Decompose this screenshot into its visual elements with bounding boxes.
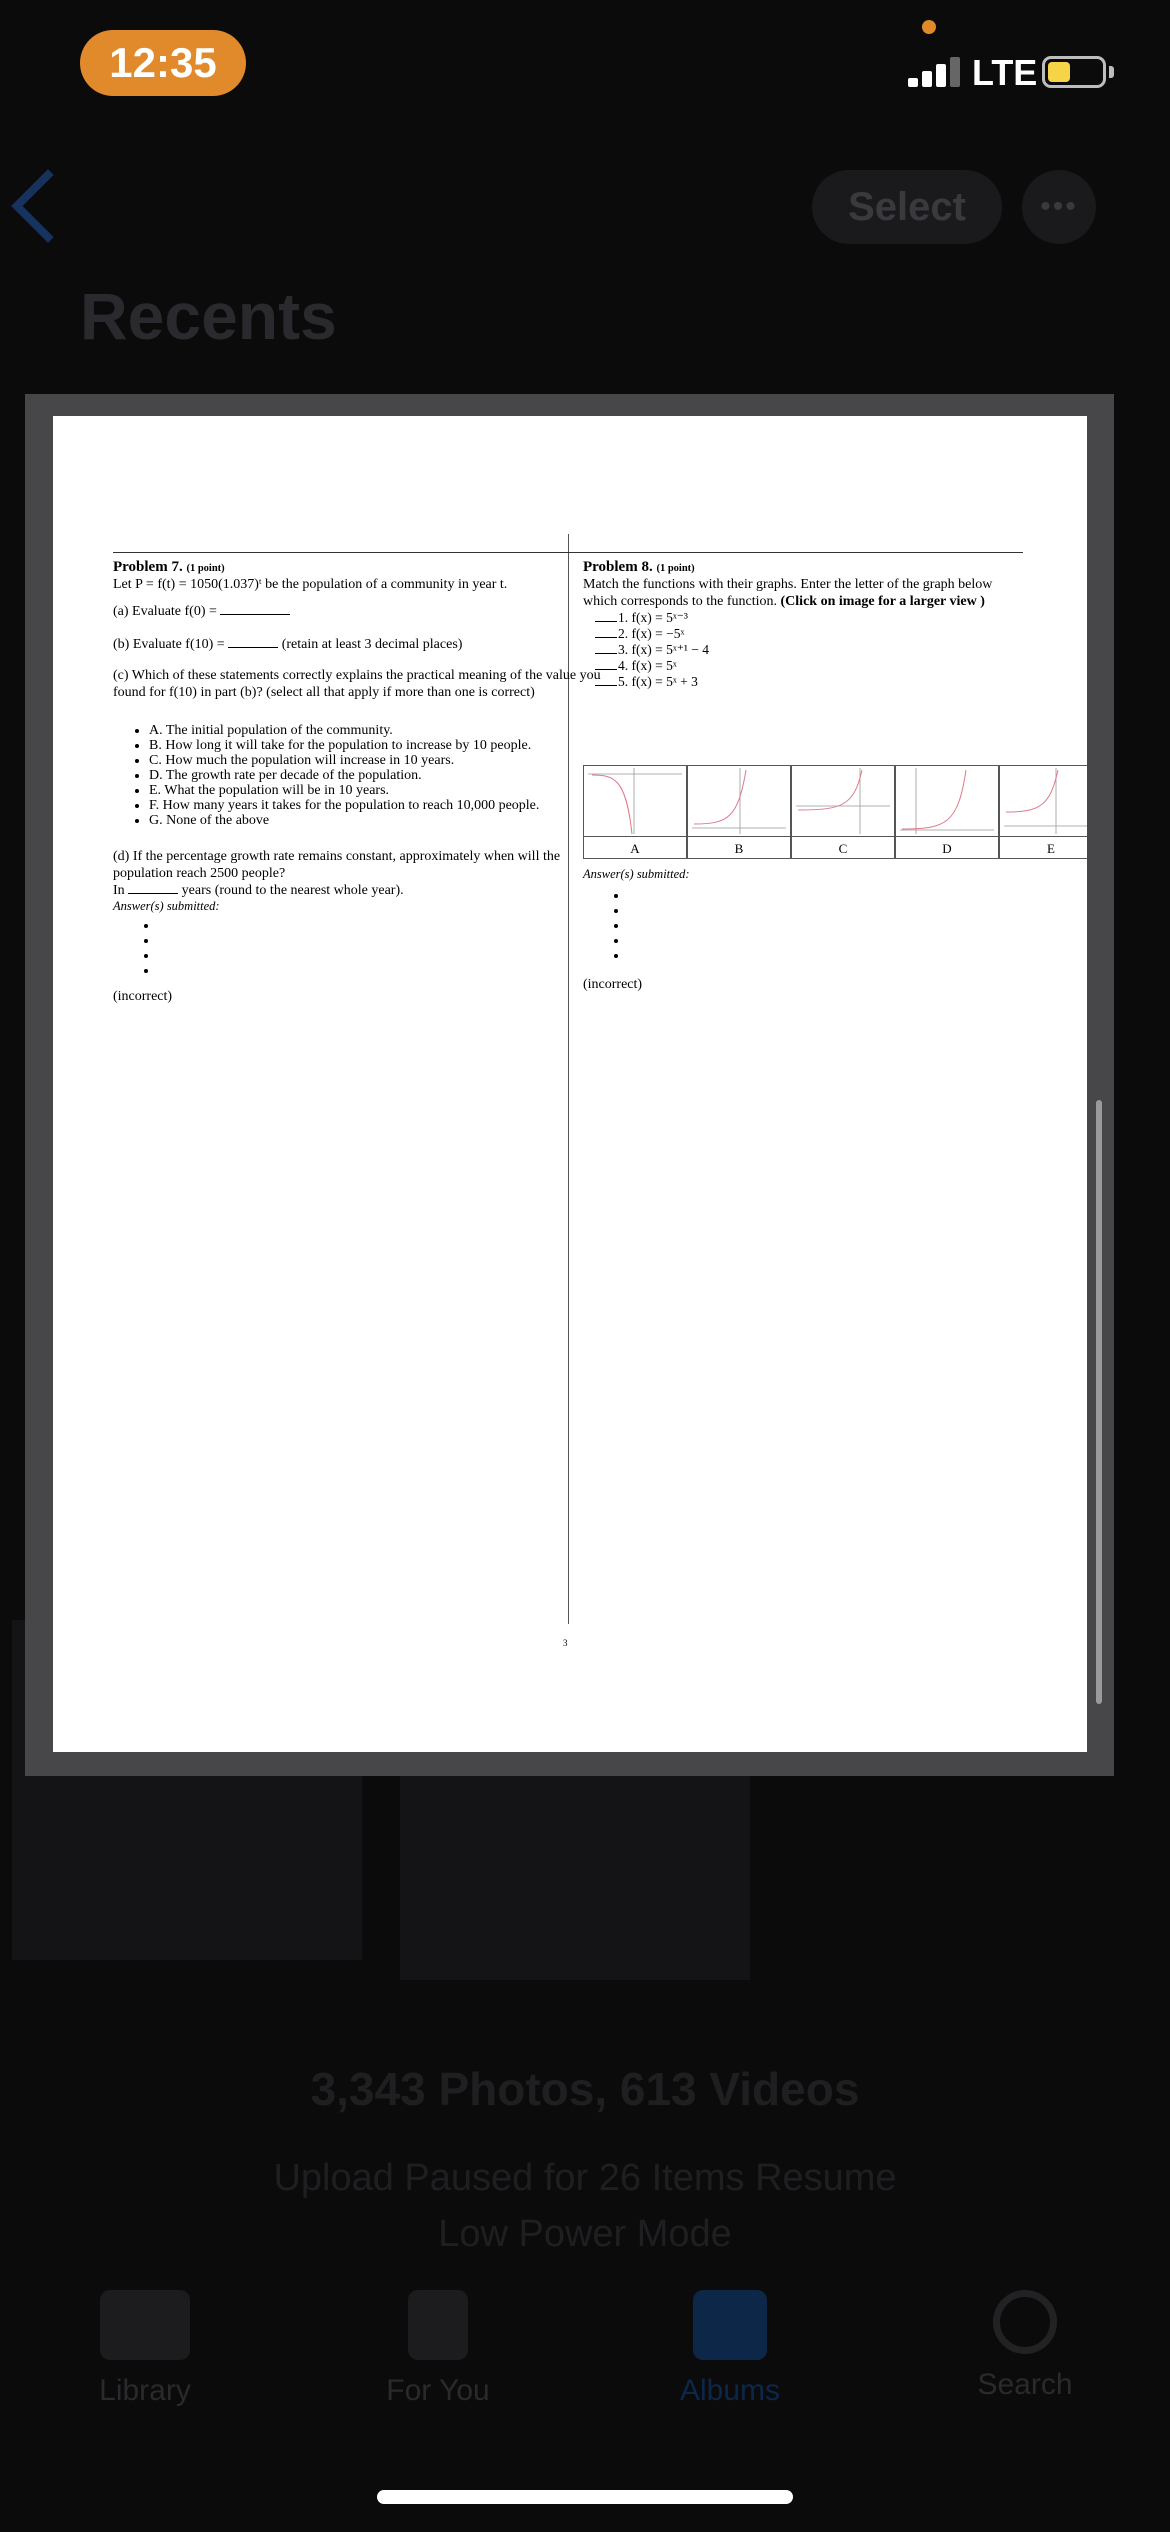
tab-library[interactable]: Library (45, 2290, 245, 2408)
document-page[interactable] (53, 416, 1087, 1752)
function-item[interactable]: 1. f(x) = 5ˣ⁻³ (595, 610, 1083, 626)
option-item[interactable]: • D. The growth rate per decade of the population. (149, 768, 608, 783)
option-item[interactable]: • F. How many years it takes for the population to reach 10,000 people. (149, 798, 608, 813)
graph-b[interactable]: B (687, 765, 791, 859)
answer-blank[interactable] (220, 603, 290, 615)
for-you-icon (408, 2290, 468, 2360)
more-icon[interactable]: ••• (1022, 170, 1096, 244)
graph-c[interactable]: C (791, 765, 895, 859)
network-type: LTE (972, 52, 1038, 93)
option-item[interactable]: • B. How long it will take for the population to increase by 10 people. (149, 738, 608, 753)
option-item[interactable]: • G. None of the above (149, 813, 608, 828)
graph-d[interactable]: D (895, 765, 999, 859)
problem-7-title: Problem 7. (1 point) (113, 559, 225, 575)
graph-d-plot (896, 766, 998, 837)
album-title: Recents (80, 279, 337, 353)
status-time: 12:35 (80, 30, 246, 96)
list-item (158, 918, 608, 933)
scrollbar[interactable] (1096, 1100, 1102, 1704)
answer-blank[interactable] (128, 882, 178, 894)
problem-8 (583, 552, 1083, 992)
back-chevron-icon[interactable] (11, 169, 85, 243)
tab-for-you[interactable]: For You (338, 2290, 538, 2408)
signal-bar-icon (950, 57, 960, 87)
photo-library-icon (100, 2290, 190, 2360)
part-a: (a) Evaluate f(0) = (113, 603, 608, 620)
submitted-answers-list (113, 918, 608, 978)
home-indicator[interactable] (377, 2490, 793, 2504)
answer-blank[interactable] (228, 636, 278, 648)
resume-link[interactable]: Resume (755, 2157, 897, 2199)
graph-a-plot (584, 766, 686, 837)
signal-bar-icon (922, 71, 932, 87)
option-item[interactable]: • C. How much the population will increase in 10 years. (149, 753, 608, 768)
tab-albums[interactable]: Albums (630, 2290, 830, 2408)
tab-search[interactable]: Search (925, 2290, 1125, 2402)
problem-7 (113, 552, 608, 1005)
part-d-answer-line: In years (round to the nearest whole year). (113, 883, 404, 898)
problem-7-intro: Let P = f(t) = 1050(1.037)ᵗ be the population of a community in year t. (113, 577, 508, 592)
section-rule (583, 552, 1023, 553)
upload-status: Upload Paused for 26 Items Resume Low Power Mode (273, 2157, 897, 2255)
problem-8-intro: Match the functions with their graphs. Enter the letter of the graph below which corresponds to the function. (Click on image for a larger view ) (583, 577, 993, 609)
list-item (158, 948, 608, 963)
option-item[interactable]: • E. What the population will be in 10 years. (149, 783, 608, 798)
part-c: (c) Which of these statements correctly explains the practical meaning of the value you found for f(10) in part (b)? (select all that apply if more than one is correct) (113, 668, 601, 700)
function-list (583, 610, 1083, 690)
problem-8-title: Problem 8. (1 point) (583, 559, 695, 575)
graph-e-plot (1000, 766, 1087, 837)
list-item (158, 963, 608, 978)
result-status: (incorrect) (583, 977, 643, 992)
signal-bar-icon (936, 64, 946, 87)
graph-c-plot (792, 766, 894, 837)
answers-submitted-label: Answer(s) submitted: (113, 899, 220, 913)
section-rule (113, 552, 608, 553)
function-item[interactable]: 3. f(x) = 5ˣ⁺¹ − 4 (595, 642, 1083, 658)
page-number: 3 (563, 1638, 568, 1648)
part-c-options (113, 723, 608, 828)
albums-icon (693, 2290, 767, 2360)
graph-e[interactable]: E (999, 765, 1087, 859)
function-item[interactable]: 4. f(x) = 5ˣ (595, 658, 1083, 674)
tab-bar (0, 2290, 1170, 2430)
privacy-indicator-icon (922, 20, 936, 34)
photo-count: 3,343 Photos, 613 Videos (310, 2063, 860, 2115)
answers-submitted-label: Answer(s) submitted: (583, 867, 690, 881)
graph-a[interactable]: A (583, 765, 687, 859)
graph-b-plot (688, 766, 790, 837)
larger-view-link[interactable]: (Click on image for a larger view ) (780, 594, 985, 609)
part-d: (d) If the percentage growth rate remains constant, approximately when will the population reach 2500 people? (113, 849, 561, 881)
function-item[interactable]: 2. f(x) = −5ˣ (595, 626, 1083, 642)
select-button[interactable]: Select (812, 170, 1002, 244)
function-item[interactable]: 5. f(x) = 5ˣ + 3 (595, 674, 1083, 690)
battery-icon (1042, 56, 1106, 88)
battery-tip-icon (1109, 66, 1114, 78)
signal-bar-icon (908, 78, 918, 87)
option-item[interactable]: • A. The initial population of the community. (149, 723, 608, 738)
part-b: (b) Evaluate f(10) = (retain at least 3 decimal places) (113, 637, 463, 652)
result-status: (incorrect) (113, 989, 173, 1004)
list-item (158, 933, 608, 948)
search-icon (993, 2290, 1057, 2354)
graph-table (583, 765, 1087, 859)
submitted-answers-list (583, 888, 628, 963)
